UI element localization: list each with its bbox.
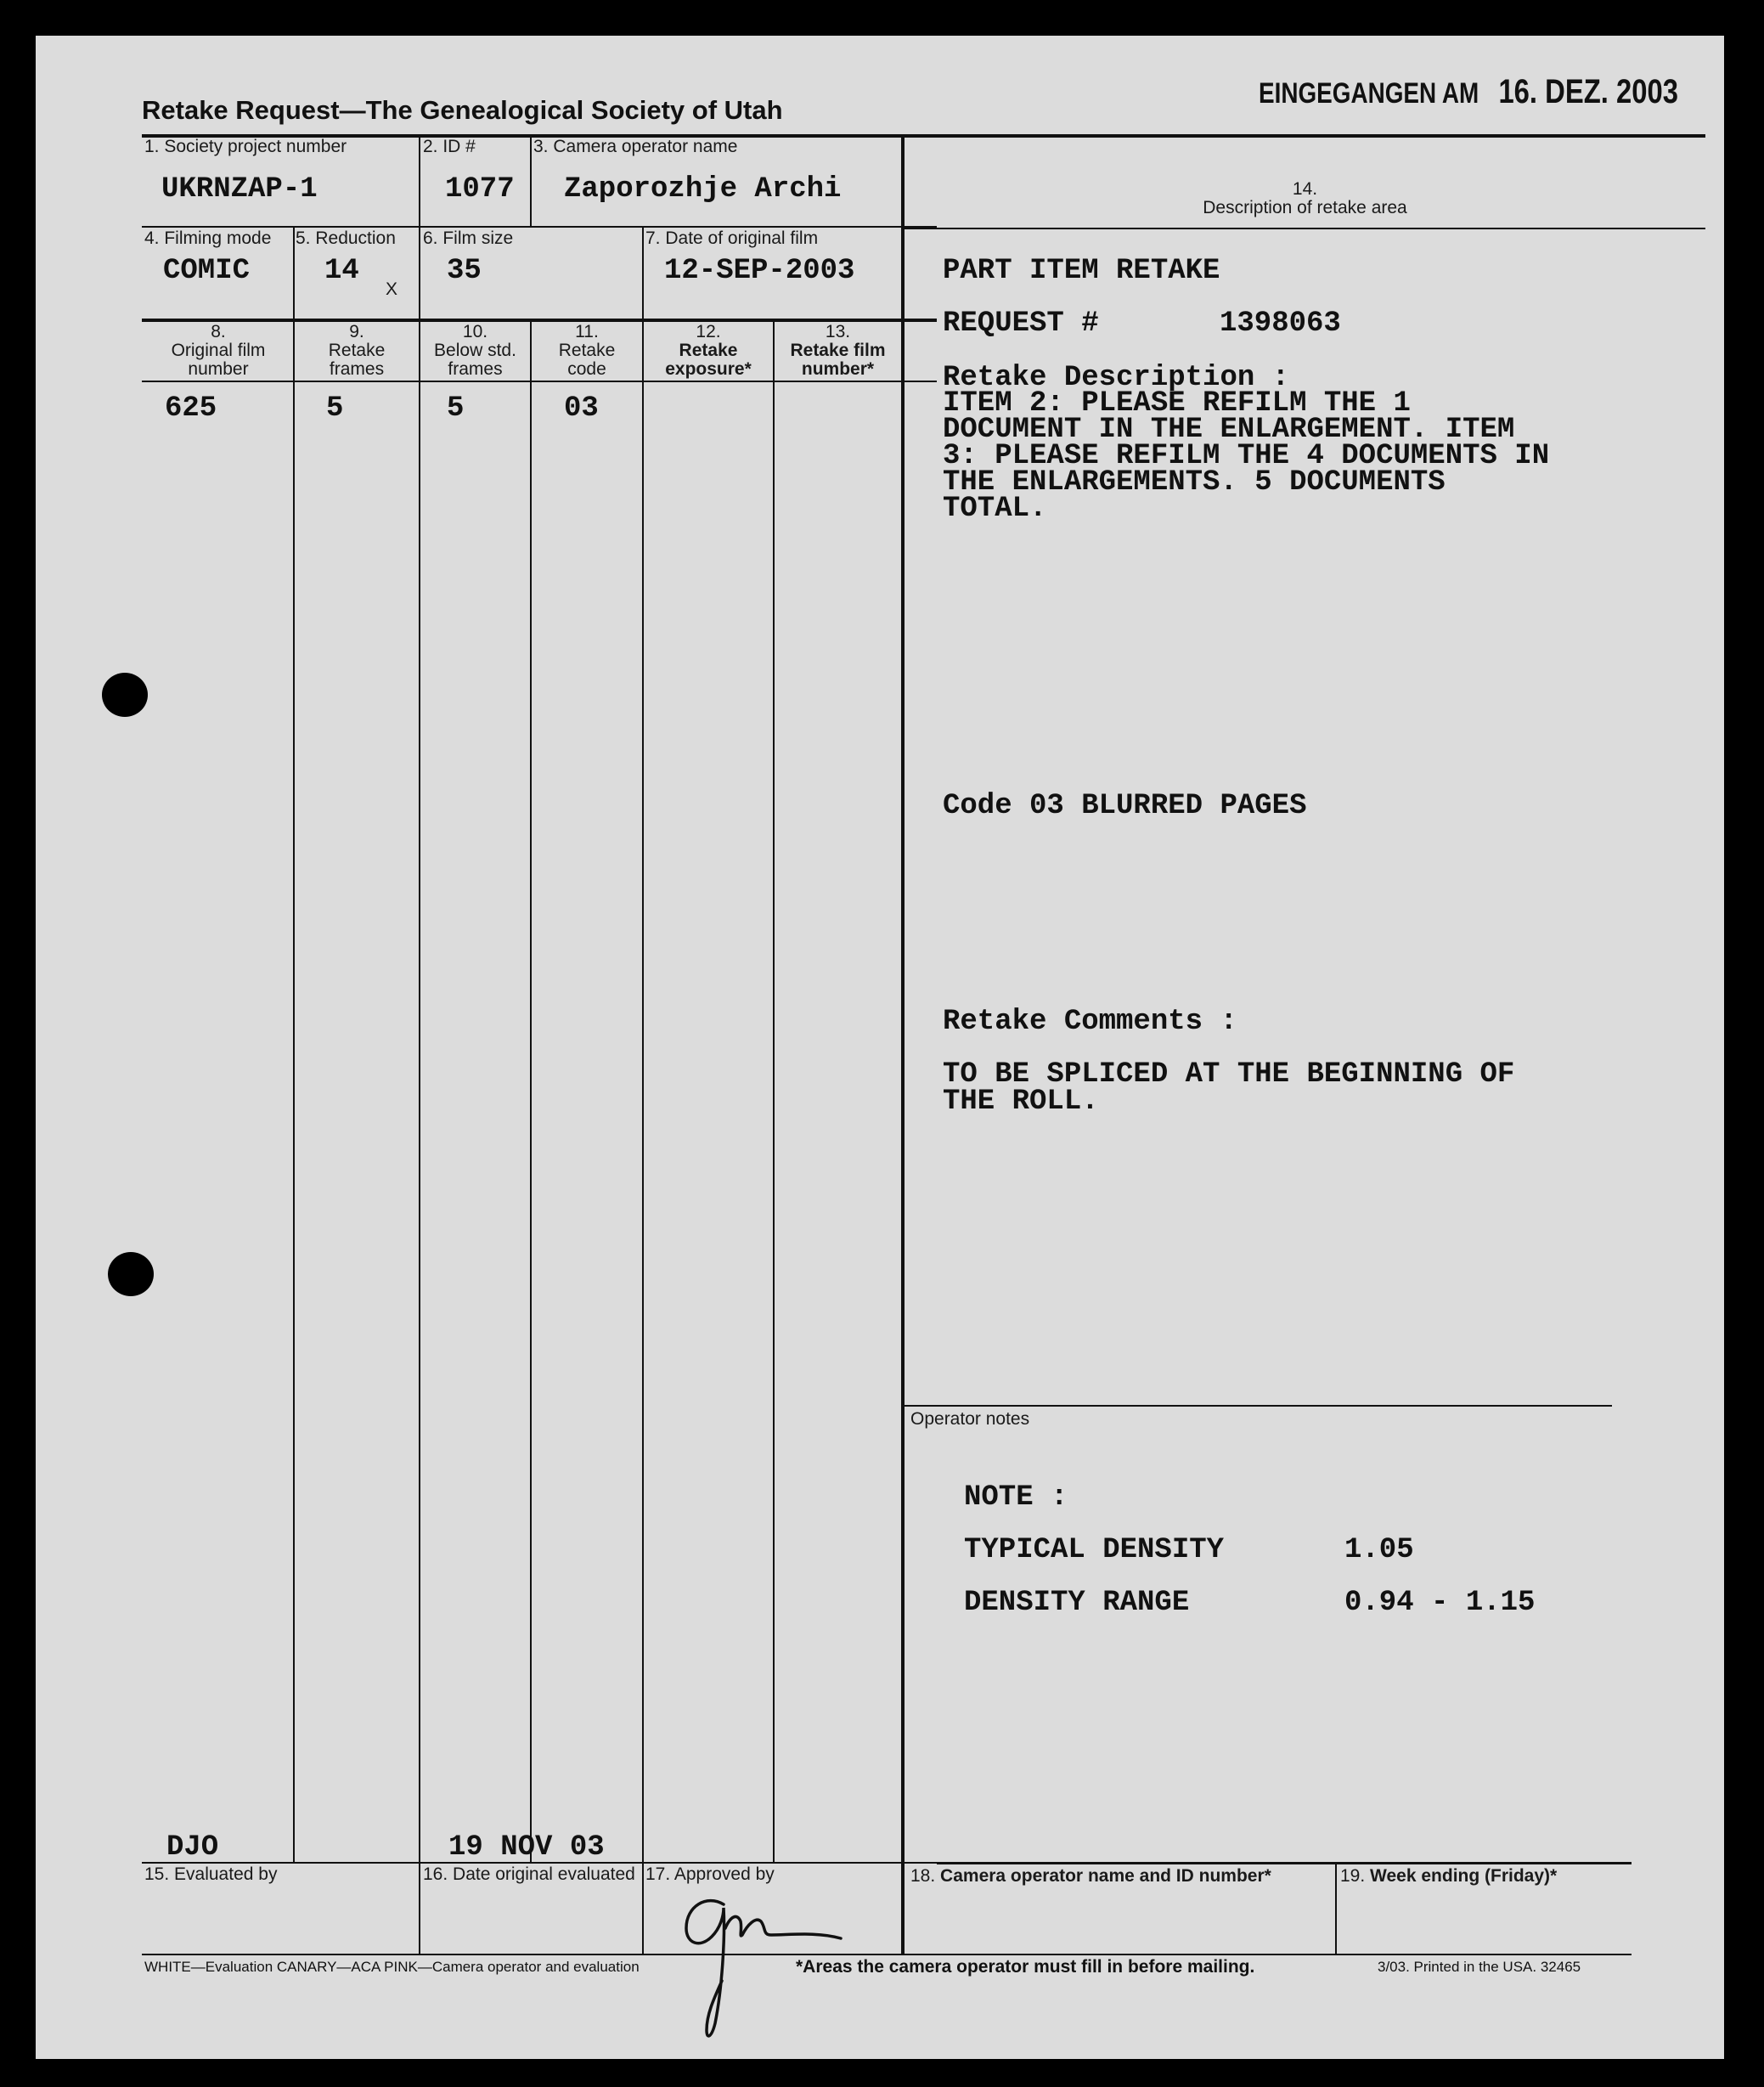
th-num: 10. <box>462 322 488 341</box>
received-stamp <box>1259 73 1678 111</box>
rule-row2 <box>142 319 937 322</box>
reduction-suffix: X <box>386 279 398 299</box>
th-num: 12. <box>696 322 721 341</box>
col-rule-2 <box>419 136 420 1955</box>
stamp-date: 16. DEZ. 2003 <box>1498 73 1678 110</box>
value-filming-mode: COMIC <box>163 255 251 287</box>
cell-retake-frames: 5 <box>326 392 344 425</box>
col-rule-3 <box>530 322 532 1862</box>
desc-line-3: 3: PLEASE REFILM THE 4 DOCUMENTS IN <box>943 440 1550 472</box>
label-film-size: 6. Film size <box>423 228 514 248</box>
label-date-evaluated: 16. Date original evaluated <box>423 1864 635 1884</box>
rule-table-header <box>142 381 937 382</box>
rule-operator-notes <box>902 1405 1612 1407</box>
th-below-std-frames <box>420 323 530 379</box>
th-label: Original film number <box>171 341 266 379</box>
desc-comments-line-1: TO BE SPLICED AT THE BEGINNING OF <box>943 1058 1515 1091</box>
stamp-label: EINGEGANGEN AM <box>1259 77 1479 110</box>
th-retake-exposure <box>644 323 773 379</box>
th-label: Retake film number* <box>790 341 886 379</box>
col-rule-18-19 <box>1335 1864 1337 1954</box>
desc-comments-line-2: THE ROLL. <box>943 1086 1099 1118</box>
label-week-ending-text: Week ending (Friday)* <box>1370 1866 1558 1886</box>
punch-hole-lower <box>108 1252 154 1296</box>
th-num: 9. <box>349 322 364 341</box>
note-heading: NOTE : <box>964 1481 1068 1514</box>
th-retake-frames <box>295 323 419 379</box>
value-date-original-film: 12-SEP-2003 <box>664 255 855 287</box>
label-camera-operator-id-num: 18. <box>910 1866 936 1886</box>
label-camera-operator-id-text: Camera operator name and ID number* <box>940 1866 1271 1886</box>
label-description-text: Description of retake area <box>1203 198 1407 217</box>
rule-footer <box>142 1954 1632 1955</box>
label-filming-mode: 4. Filming mode <box>144 228 272 248</box>
col-rule-2b <box>530 136 532 226</box>
desc-retake-description-heading: Retake Description : <box>943 362 1290 394</box>
label-week-ending-num: 19. <box>1340 1866 1366 1886</box>
footer-note: *Areas the camera operator must fill in before mailing. <box>796 1957 1255 1977</box>
col-rule-1 <box>293 228 295 1862</box>
cell-retake-code: 03 <box>564 392 599 425</box>
th-num: 11. <box>575 322 599 341</box>
label-operator-notes: Operator notes <box>910 1409 1030 1429</box>
th-retake-film-number <box>775 323 901 379</box>
desc-retake-comments-heading: Retake Comments : <box>943 1006 1237 1038</box>
punch-hole-upper <box>102 673 148 717</box>
label-description-area <box>905 180 1705 217</box>
label-id: 2. ID # <box>423 137 476 156</box>
value-camera-operator: Zaporozhje Archi <box>564 173 842 206</box>
density-range-label: DENSITY RANGE <box>964 1587 1190 1619</box>
form-sheet <box>36 36 1724 2059</box>
label-camera-operator-id <box>910 1867 1271 1886</box>
label-evaluated-by: 15. Evaluated by <box>144 1864 278 1884</box>
label-week-ending <box>1340 1867 1557 1886</box>
th-original-film-number <box>144 323 293 379</box>
th-num: 13. <box>825 322 851 341</box>
th-retake-code <box>532 323 642 379</box>
label-approved-by: 17. Approved by <box>645 1864 775 1884</box>
label-description-num: 14. <box>1292 179 1318 199</box>
value-film-size: 35 <box>447 255 482 287</box>
cell-original-film-number: 625 <box>165 392 217 425</box>
label-society-project-number: 1. Society project number <box>144 137 347 156</box>
value-evaluated-by: DJO <box>166 1831 219 1864</box>
footer-printed: 3/03. Printed in the USA. 32465 <box>1378 1959 1581 1975</box>
value-society-project-number: UKRNZAP-1 <box>161 173 318 206</box>
desc-request-number: 1398063 <box>1220 307 1341 340</box>
th-label: Retake frames <box>328 341 386 379</box>
desc-line-5: TOTAL. <box>943 493 1047 525</box>
form-title: Retake Request—The Genealogical Society of Utah <box>142 95 783 125</box>
value-reduction: 14 <box>324 255 359 287</box>
rule-row1 <box>142 226 937 228</box>
desc-part-item-retake: PART ITEM RETAKE <box>943 255 1220 287</box>
desc-line-1: ITEM 2: PLEASE REFILM THE 1 <box>943 387 1411 420</box>
value-date-evaluated: 19 NOV 03 <box>448 1831 605 1864</box>
value-id: 1077 <box>445 173 515 206</box>
desc-request-label: REQUEST # <box>943 307 1099 340</box>
rule-desc-label <box>902 228 1705 229</box>
label-reduction: 5. Reduction <box>296 228 396 248</box>
cell-below-std-frames: 5 <box>447 392 465 425</box>
th-label: Retake code <box>558 341 616 379</box>
th-num: 8. <box>211 322 226 341</box>
th-label: Retake exposure* <box>665 341 752 379</box>
desc-line-4: THE ENLARGEMENTS. 5 DOCUMENTS <box>943 466 1446 499</box>
desc-line-2: DOCUMENT IN THE ENLARGEMENT. ITEM <box>943 414 1515 446</box>
desc-code-line: Code 03 BLURRED PAGES <box>943 790 1307 822</box>
footer-copies: WHITE—Evaluation CANARY—ACA PINK—Camera operator and evaluation <box>144 1959 640 1975</box>
col-rule-5 <box>773 322 775 1862</box>
typical-density-label: TYPICAL DENSITY <box>964 1534 1225 1566</box>
th-label: Below std. frames <box>434 341 516 379</box>
typical-density-value: 1.05 <box>1344 1534 1414 1566</box>
col-rule-4 <box>642 228 644 1955</box>
label-date-original-film: 7. Date of original film <box>645 228 819 248</box>
rule-center <box>901 136 905 1955</box>
density-range-value: 0.94 - 1.15 <box>1344 1587 1536 1619</box>
rule-bottom-right <box>937 1862 1632 1864</box>
label-camera-operator: 3. Camera operator name <box>533 137 738 156</box>
rule-top <box>142 134 1705 138</box>
